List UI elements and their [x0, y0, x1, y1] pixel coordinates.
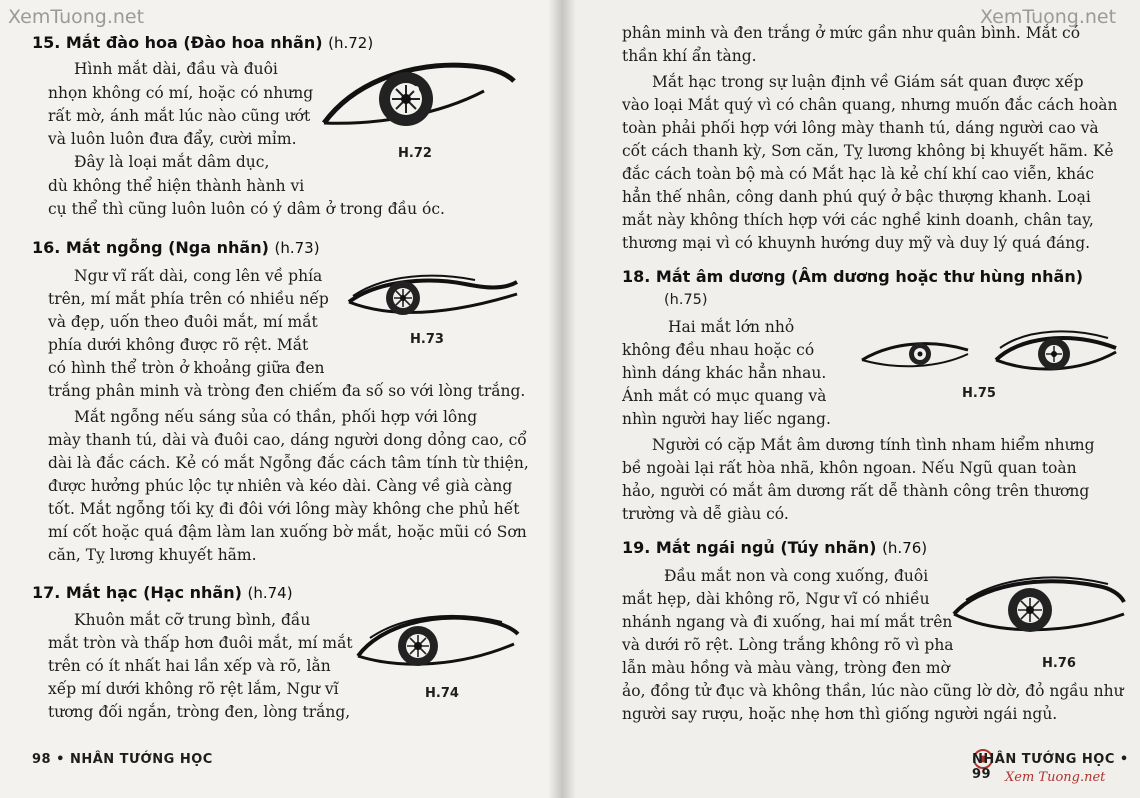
caption-h74: H.74 [425, 686, 459, 701]
s15-line-2: nhọn không có mí, hoặc có nhưng [48, 84, 314, 102]
eye-illustration-h75 [858, 330, 1118, 385]
s17-line-5: tương đối ngắn, tròng đen, lòng trắng, [48, 703, 351, 721]
section-18-ref: (h.75) [664, 292, 708, 308]
section-17-heading [32, 583, 293, 602]
section-19-title: 19. Mắt ngái ngủ (Túy nhãn) [622, 538, 877, 557]
s19-line-1: Đầu mắt non và cong xuống, đuôi [664, 567, 929, 585]
right-page-footer: NHÂN TƯỚNG HỌC • 99 [972, 752, 1129, 782]
s17-line-2: mắt tròn và thấp hơn đuôi mắt, mí mắt [48, 634, 353, 652]
s16-line-5: có hình thể tròn ở khoảng giữa đen [48, 359, 325, 377]
s17-line-4: xếp mí dưới không rõ rệt lắm, Ngư vĩ [48, 680, 339, 698]
s16-line-9: dài là đắc cách. Kẻ có mắt Ngỗng đắc cách tâm tính từ thiện, [48, 454, 529, 472]
s16-line-1: Ngư vĩ rất dài, cong lên về phía [74, 267, 323, 285]
s18-line-9: trường và dễ giàu có. [622, 505, 789, 523]
eye-illustration-h72 [318, 55, 518, 140]
watermark-left: XemTuong.net [8, 6, 145, 28]
eye-illustration-h74 [352, 612, 522, 674]
s16-line-6: trắng phân minh và tròng đen chiếm đa số so với lòng trắng. [48, 382, 526, 400]
s18-line-2: không đều nhau hoặc có [622, 341, 815, 359]
logo-text: Xem Tuong.net [1005, 770, 1106, 785]
s19-line-2: mắt hẹp, dài không rõ, Ngư vĩ có nhiều [622, 590, 930, 608]
s15-line-7: cụ thể thì cũng luôn luôn có ý dâm ở trong đầu óc. [48, 200, 445, 218]
caption-h73: H.73 [410, 332, 444, 347]
s17-line-1: Khuôn mắt cỡ trung bình, đầu [74, 611, 311, 629]
eye-illustration-h76 [948, 574, 1128, 646]
section-16-title: 16. Mắt ngỗng (Nga nhãn) [32, 238, 269, 257]
s19-line-7: người say rượu, hoặc nhẹ hơn thì giống người ngái ngủ. [622, 705, 1058, 723]
s16-line-4: phía dưới không được rõ rệt. Mắt [48, 336, 309, 354]
caption-h72: H.72 [398, 146, 432, 161]
book-gutter [548, 0, 576, 798]
section-16-ref: (h.73) [274, 239, 320, 257]
s16-line-12: mí cốt hoặc quá đậm làm lan xuống bờ mắt, hoặc mũi có Sơn [48, 523, 527, 541]
section-15-ref: (h.72) [328, 34, 374, 52]
cont-line-4: vào loại Mắt quý vì có chân quang, nhưng muốn đắc cách hoàn [622, 96, 1118, 114]
cont-line-9: mắt này không thích hợp với các nghề kinh doanh, chân tay, [622, 211, 1094, 229]
s15-line-1: Hình mắt dài, đầu và đuôi [74, 60, 278, 78]
s19-line-6: ảo, đồng tử đục và không thần, lúc nào cũng lờ dờ, đỏ ngầu như [622, 682, 1124, 700]
s16-line-8: mày thanh tú, dài và đuôi cao, dáng người dong dỏng cao, cổ [48, 431, 527, 449]
section-17-ref: (h.74) [247, 584, 293, 602]
cont-line-8: hẳn thế nhân, công danh phú quý ở bậc thượng khanh. Loại [622, 188, 1091, 206]
s18-line-4: Ánh mắt có mục quang và [622, 387, 827, 405]
s19-line-4: và dưới rõ rệt. Lòng trắng không rõ vì pha [622, 636, 954, 654]
s16-line-7: Mắt ngỗng nếu sáng sủa có thần, phối hợp với lông [74, 408, 478, 426]
s16-line-10: được hưởng phúc lộc tự nhiên và kéo dài. Càng về già càng [48, 477, 513, 495]
s16-line-11: tốt. Mắt ngỗng tối kỵ đi đôi với lông mày không che phủ hết [48, 500, 520, 518]
section-17-title: 17. Mắt hạc (Hạc nhãn) [32, 583, 242, 602]
caption-h76: H.76 [1042, 656, 1076, 671]
s15-line-4: và luôn luôn đưa đẩy, cười mỉm. [48, 130, 297, 148]
section-19-ref: (h.76) [882, 539, 928, 557]
cont-line-10: thương mại vì có khuynh hướng duy mỹ và duy lý quá đáng. [622, 234, 1091, 252]
section-15-heading [32, 33, 373, 52]
caption-h75: H.75 [962, 386, 996, 401]
cont-line-6: cốt cách thanh kỳ, Sơn căn, Tỵ lương không bị khuyết hãm. Kẻ [622, 142, 1114, 160]
s16-line-13: căn, Tỵ lương khuyết hãm. [48, 546, 257, 564]
s15-line-5: Đây là loại mắt dâm dục, [74, 153, 270, 171]
s19-line-5: lẫn màu hồng và màu vàng, tròng đen mờ [622, 659, 950, 677]
s18-line-1: Hai mắt lớn nhỏ [668, 318, 795, 336]
s18-line-8: hảo, người có mắt âm dương rất dễ thành công trên thương [622, 482, 1090, 500]
section-16-heading [32, 238, 320, 257]
section-15-title: 15. Mắt đào hoa (Đào hoa nhãn) [32, 33, 323, 52]
s15-line-3: rất mờ, ánh mắt lúc nào cũng ướt [48, 107, 311, 125]
s18-line-5: nhìn người hay liếc ngang. [622, 410, 831, 428]
watermark-right: XemTuong.net [980, 6, 1117, 28]
section-18-title: 18. Mắt âm dương (Âm dương hoặc thư hùng nhãn) [622, 267, 1084, 286]
section-19-heading [622, 538, 927, 557]
s15-line-6: dù không thể hiện thành hành vi [48, 177, 305, 195]
s18-line-3: hình dáng khác hẳn nhau. [622, 364, 827, 382]
cont-line-5: toàn phải phối hợp với lông mày thanh tú, dáng người cao và [622, 119, 1099, 137]
eye-illustration-h73 [345, 272, 520, 330]
s16-line-2: trên, mí mắt phía trên có nhiều nếp [48, 290, 329, 308]
s18-line-7: bề ngoài lại rất hòa nhã, khôn ngoan. Nếu Ngũ quan toàn [622, 459, 1077, 477]
s18-line-6: Người có cặp Mắt âm dương tính tình nham hiểm nhưng [652, 436, 1095, 454]
cont-line-1: phân minh và đen trắng ở mức gần như quân bình. Mắt có [622, 24, 1081, 42]
s16-line-3: và đẹp, uốn theo đuôi mắt, mí mắt [48, 313, 318, 331]
cont-line-3: Mắt hạc trong sự luận định về Giám sát quan được xếp [652, 73, 1084, 91]
s17-line-3: trên có ít nhất hai lần xếp và rõ, lằn [48, 657, 331, 675]
section-18-heading [622, 267, 1083, 286]
s19-line-3: nhánh ngang và đi xuống, hai mí mắt trên [622, 613, 953, 631]
cont-line-2: thần khí ẩn tàng. [622, 47, 757, 65]
left-page-footer: 98 • NHÂN TƯỚNG HỌC [32, 752, 213, 767]
cont-line-7: đắc cách toàn bộ mà có Mắt hạc là kẻ chí khí cao viễn, khác [622, 165, 1095, 183]
